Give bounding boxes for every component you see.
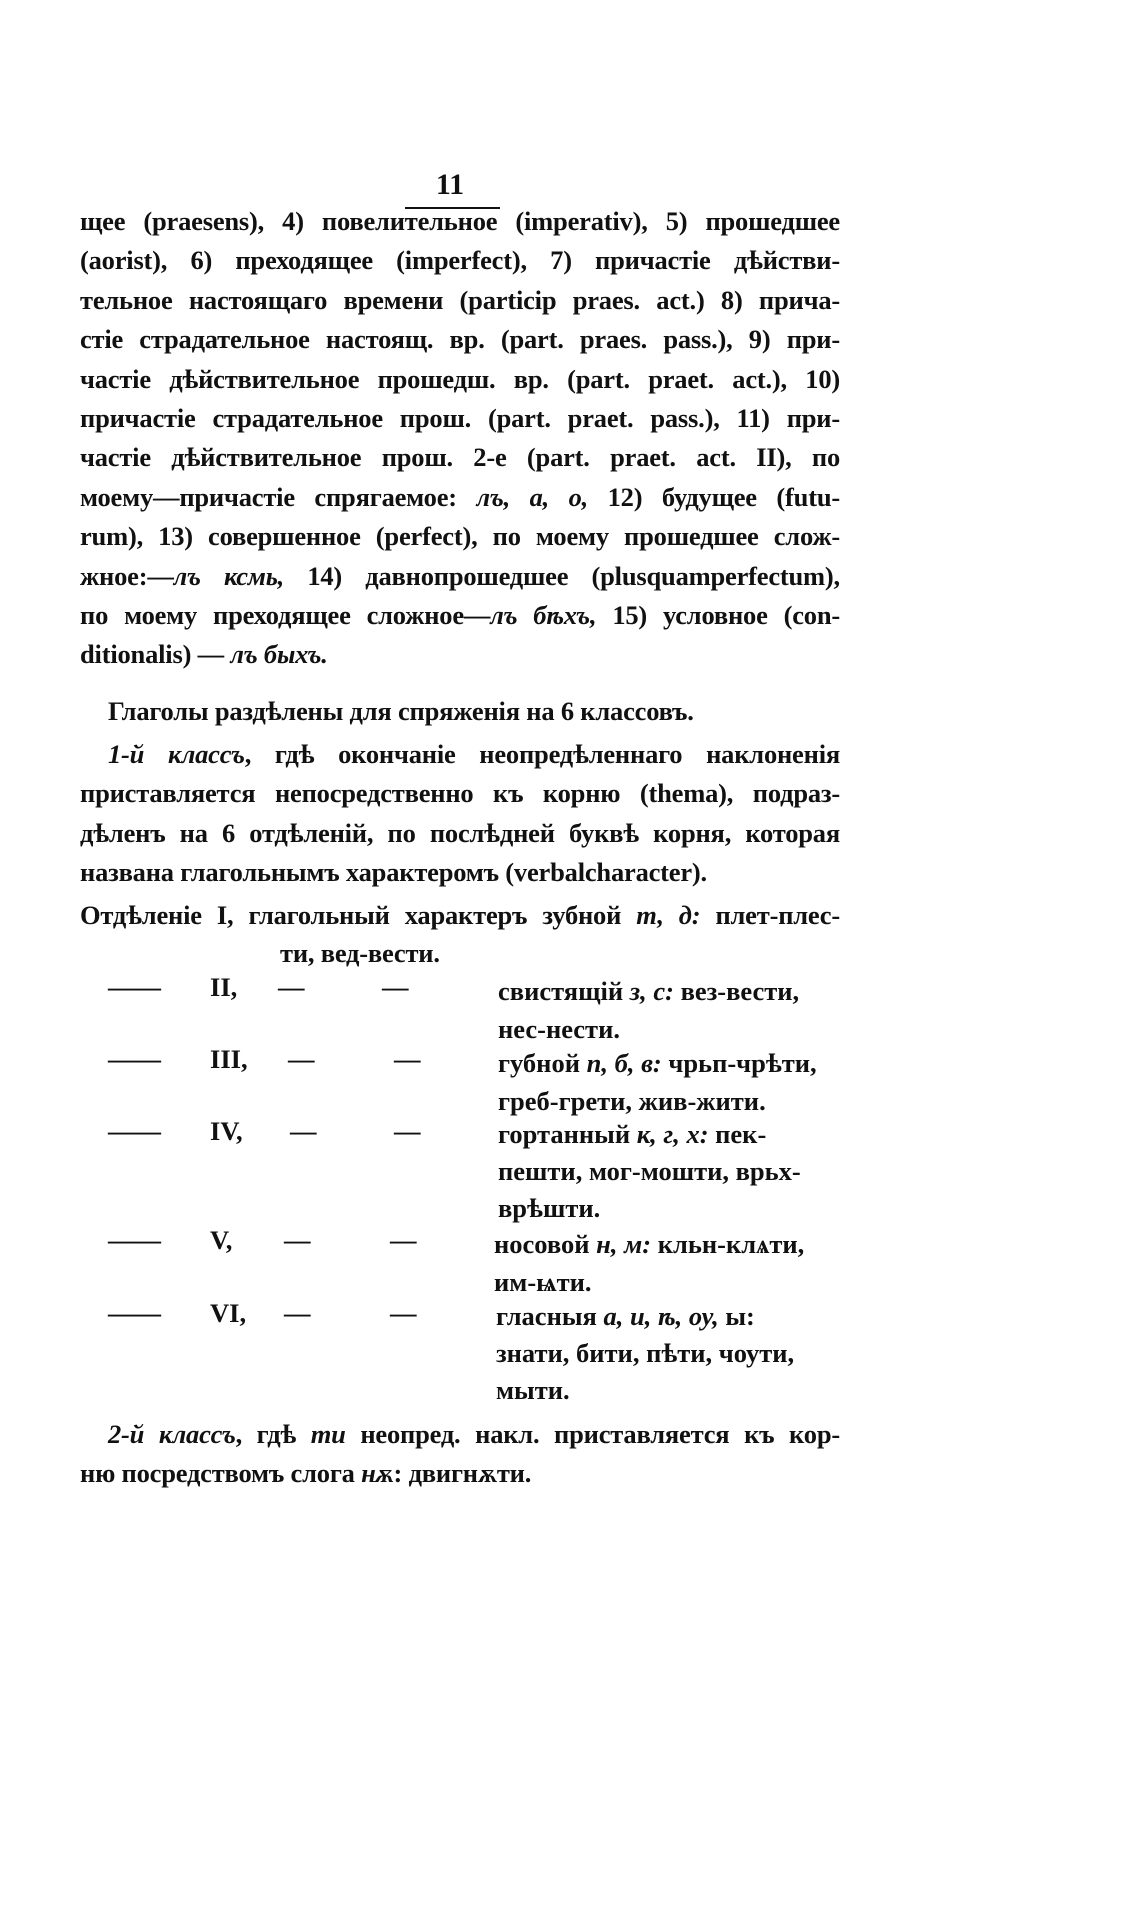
text-run: носовой — [494, 1229, 597, 1259]
paragraph-tenses — [80, 202, 840, 675]
text-line: названа глагольнымъ характеромъ (verbalcharacter). — [80, 857, 707, 888]
text-run: , гдѣ — [235, 1419, 311, 1449]
division-description — [498, 1044, 817, 1120]
text-run: ditionalis) — — [80, 639, 231, 670]
text-line: rum), 13) совершенное (perfect), по моему прошедшее слож- — [80, 521, 840, 552]
text-line — [80, 1454, 840, 1493]
text-run: кльн-клѧти, — [651, 1229, 805, 1259]
ditto-dash-short: — — [290, 1116, 317, 1146]
text-run: чрьп-чрѣти, — [661, 1048, 817, 1078]
division-numeral: V, — [210, 1225, 233, 1255]
text-run: гортанный — [498, 1119, 637, 1149]
italic-run: нѫ — [361, 1458, 394, 1489]
ditto-dash-short: — — [288, 1044, 315, 1074]
text-run: знати, бити, пѣти, чоути, — [496, 1338, 795, 1368]
ditto-dash-short: — — [284, 1298, 311, 1328]
text-run: врѣшти. — [498, 1193, 601, 1223]
text-run: пек- — [708, 1119, 767, 1149]
ditto-dash: —— — [108, 972, 161, 1002]
italic-run: лъ быхъ. — [230, 639, 328, 670]
text-run: 15) условное (con- — [596, 600, 840, 631]
ditto-dash-short: — — [390, 1225, 417, 1255]
ditto-dash-short: — — [278, 972, 305, 1002]
text-run: губной — [498, 1048, 587, 1078]
division-description — [494, 1225, 804, 1301]
text-run: моему—причастіе спрягаемое: — [80, 481, 477, 512]
text-run: плет-плес- — [700, 900, 840, 930]
text-line: тельное настоящаго времени (particip praes. act.) 8) прича- — [80, 284, 840, 315]
italic-run: 1-й классъ — [108, 739, 245, 769]
text-run: 12) будущее (futu- — [588, 481, 840, 512]
italic-run: 2-й классъ — [108, 1419, 236, 1449]
text-run: им-ѩти. — [494, 1267, 592, 1297]
paragraph-second-class — [80, 1415, 840, 1494]
text-run: жное:— — [80, 560, 174, 591]
division-numeral: III, — [210, 1044, 248, 1074]
text-line: приставляется непосредственно къ корню (thema), подраз- — [80, 778, 840, 809]
text-run: 14) давнопрошедшее (plusquamperfectum), — [284, 560, 840, 591]
ditto-dash: —— — [108, 1298, 161, 1328]
division-description — [498, 972, 799, 1048]
text-line — [80, 557, 840, 596]
text-run: , гдѣ окончаніе неопредѣленнаго наклоненія — [244, 739, 840, 769]
text-line: дѣленъ на 6 отдѣленій, по послѣдней буквѣ корня, которая — [80, 817, 840, 848]
text-line: (aorist), 6) преходящее (imperfect), 7) причастіе дѣйстви- — [80, 245, 840, 276]
text-run: пешти, мог-мошти, врьх- — [498, 1156, 801, 1186]
text-run: вез-вести, — [673, 976, 800, 1006]
text-line: Глаголы раздѣлены для спряженія на 6 классовъ. — [108, 696, 694, 726]
division-numeral: II, — [210, 972, 238, 1002]
text-run: греб-грети, жив-жити. — [498, 1086, 766, 1116]
paragraph-classes-intro — [108, 692, 808, 731]
ditto-dash: —— — [108, 1044, 161, 1074]
ditto-dash: —— — [108, 1225, 161, 1255]
division-numeral: IV, — [210, 1116, 243, 1146]
text-line — [80, 596, 840, 635]
text-run: мыти. — [496, 1375, 570, 1405]
text-run: неопред. накл. приставляется къ кор- — [345, 1419, 840, 1449]
division-description — [496, 1298, 794, 1409]
division-description — [498, 1116, 801, 1227]
ditto-dash-short: — — [394, 1116, 421, 1146]
italic-run: п, б, в: — [586, 1048, 662, 1078]
ditto-dash-short: — — [284, 1225, 311, 1255]
text-run: свистящій — [498, 976, 630, 1006]
ditto-dash-short: — — [382, 972, 409, 1002]
page-number: 11 — [435, 168, 465, 201]
text-line — [80, 1415, 840, 1454]
text-line: стіе страдательное настоящ. вр. (part. praes. pass.), 9) при- — [80, 324, 840, 355]
text-line — [80, 735, 840, 774]
italic-run: з, с: — [629, 976, 674, 1006]
text-line: частіе дѣйствительное прошедш. вр. (part. praet. act.), 10) — [80, 363, 840, 394]
italic-run: ти — [310, 1419, 346, 1449]
italic-run: лъ бѣхъ, — [490, 600, 597, 631]
paragraph-first-class — [80, 735, 840, 893]
text-line: ти, вед-вести. — [280, 938, 440, 968]
text-line — [80, 478, 840, 517]
italic-run: а, и, ѣ, оу, — [603, 1301, 719, 1331]
italic-run: к, г, х: — [636, 1119, 709, 1149]
ditto-dash: —— — [108, 1116, 161, 1146]
italic-run: лъ, а, о, — [476, 481, 589, 512]
text-run: : двигнѫти. — [393, 1458, 532, 1489]
ditto-dash-short: — — [390, 1298, 417, 1328]
division-one — [80, 896, 840, 972]
text-run: ы: — [718, 1301, 755, 1331]
italic-run: н, м: — [596, 1229, 652, 1259]
text-run: нес-нести. — [498, 1014, 620, 1044]
text-run: по моему преходящее сложное— — [80, 600, 491, 631]
text-run: гласныя — [496, 1301, 604, 1331]
text-line: частіе дѣйствительное прош. 2-е (part. praet. act. II), по — [80, 442, 840, 473]
text-line — [80, 896, 840, 934]
italic-run: т, д: — [636, 900, 701, 930]
text-line — [80, 635, 840, 674]
ditto-dash-short: — — [394, 1044, 421, 1074]
text-line: щее (praesens), 4) повелительное (imperativ), 5) прошедшее — [80, 206, 840, 236]
text-line: причастіе страдательное прош. (part. praet. pass.), 11) при- — [80, 403, 840, 434]
text-run: Отдѣленіе I, глагольный характеръ зубной — [80, 900, 637, 930]
italic-run: лъ ксмь, — [173, 560, 285, 591]
text-run: ню посредствомъ слога — [80, 1458, 362, 1489]
division-numeral: VI, — [210, 1298, 247, 1328]
